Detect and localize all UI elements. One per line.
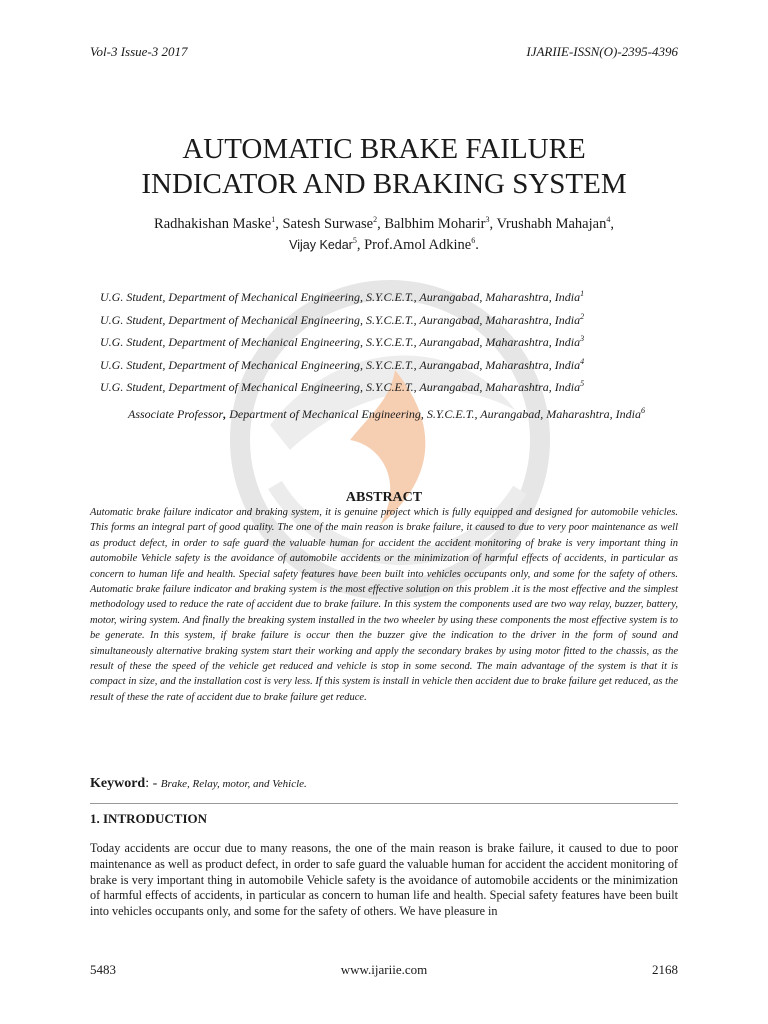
author-name: Radhakishan Maske (154, 216, 272, 232)
author-sup: 4 (606, 215, 611, 225)
affiliation-item: U.G. Student, Department of Mechanical Engineering, S.Y.C.E.T., Aurangabad, Maharashtra, India$^3$ (100, 334, 585, 349)
affiliation-item: U.G. Student, Department of Mechanical Engineering, S.Y.C.E.T., Aurangabad, Maharashtra, India$^5$ (100, 379, 585, 394)
author-sup: 5 (352, 236, 357, 246)
author-list-line-2: Vijay Kedar$^5$, Prof.Amol Adkine$^6$. (289, 236, 479, 253)
affiliation-item: U.G. Student, Department of Mechanical Engineering, S.Y.C.E.T., Aurangabad, Maharashtra, India$^2$ (100, 311, 585, 327)
keyword-label: Keyword (90, 776, 146, 791)
author-sup: 2 (373, 215, 378, 225)
affiliation-item: U.G. Student, Department of Mechanical Engineering, S.Y.C.E.T., Aurangabad, Maharashtra, India$^1$ (100, 289, 585, 304)
footer-page-number: 2168 (652, 962, 678, 977)
keyword-separator: : - (145, 776, 161, 791)
author-name: Vijay Kedar (289, 238, 353, 252)
title-line-2: INDICATOR AND BRAKING SYSTEM (141, 168, 627, 200)
author-name: Vrushabh Mahajan (496, 216, 607, 232)
affiliation-item: U.G. Student, Department of Mechanical Engineering, S.Y.C.E.T., Aurangabad, Maharashtra, India$^4$ (100, 356, 585, 372)
abstract-body: Automatic brake failure indicator and braking system, it is genuine project which is fully equipped and designed for automobile vehicles. This forms an integral part of good quality. The one of the main reason is brake failure, it caused to due to very poor maintenance as well as product defect, in order to safe guard the valuable human for accident the accident monitoring of brake is very important thing in automobile Vehicle safety is the avoidance of automobile accidents or the minimization of harmful effects of accidents, in particular as concern to human life and health. Special safety features have been built into vehicles occupants only, and some for the safety of others. Automatic brake failure indicator and braking system is the most effective solution on this problem .it is the most effective and the simplest methodology used to reduce the rate of accident due to brake failure. In this system the components used are two way relay, buzzer, battery, motor, wiring system. And finally the breaking system installed in the two wheeler by using these components the most effective system is to be generate. In this system, if brake failure is occur then the buzzer give the indication to the driver in the form of sound and simultaneously alternative braking system start their working and apply the secondary brakes by using motor fitted to the chassis, as the result of these the speed of the vehicle get reduced and vehicle is stop in some second. The main advantage of the system is that it is compact in size, and the installation cost is very less. If this system is install in vehicle then accident due to brake failure get reduced, as the result of these the rate of accident due to brake failure get reduce. (90, 507, 678, 703)
introduction-heading: 1. INTRODUCTION (90, 811, 208, 826)
footer-website[interactable]: www.ijariie.com (340, 962, 428, 977)
header-volume: Vol-3 Issue-3 2017 (90, 44, 188, 59)
author-sup: 3 (485, 215, 490, 225)
footer-page-id: 5483 (90, 962, 116, 977)
introduction-body: Today accidents are occur due to many reasons, the one of the main reason is brake failure, it caused to due to poor maintenance as well as product defect, in order to safe guard the valuable human for accident the accident monitoring of brake is very important thing in automobile Vehicle safety is the avoidance of automobile accidents or the minimization of harmful effects of accidents, in particular as concern to human life and health. Special safety features have been built into vehicles occupants only, and some for the safety of others. We have pleasure in (90, 841, 678, 919)
keyword-list: Brake, Relay, motor, and Vehicle. (160, 778, 307, 790)
author-list-line-1: Radhakishan Maske$^1$, Satesh Surwase$^2$, Balbhim Moharir$^3$, Vrushabh Mahajan$^4$, (154, 215, 614, 232)
author-name: Balbhim Moharir (384, 216, 486, 232)
author-name: Prof.Amol Adkine (364, 237, 472, 253)
affiliations (100, 290, 673, 425)
affiliation-professor: Associate Professor, Department of Mechanical Engineering, S.Y.C.E.T., Aurangabad, Maharashtra, India$^6$ (128, 405, 645, 421)
author-name: Satesh Surwase (282, 216, 374, 232)
paper-title (60, 132, 708, 202)
abstract-heading: ABSTRACT (345, 490, 423, 505)
author-sup: 1 (271, 215, 276, 225)
header-issn: IJARIIE-ISSN(O)-2395-4396 (526, 44, 678, 59)
author-sup: 6 (471, 236, 476, 246)
title-line-1: AUTOMATIC BRAKE FAILURE (182, 133, 586, 165)
keywords (90, 776, 307, 792)
section-divider (90, 803, 678, 804)
